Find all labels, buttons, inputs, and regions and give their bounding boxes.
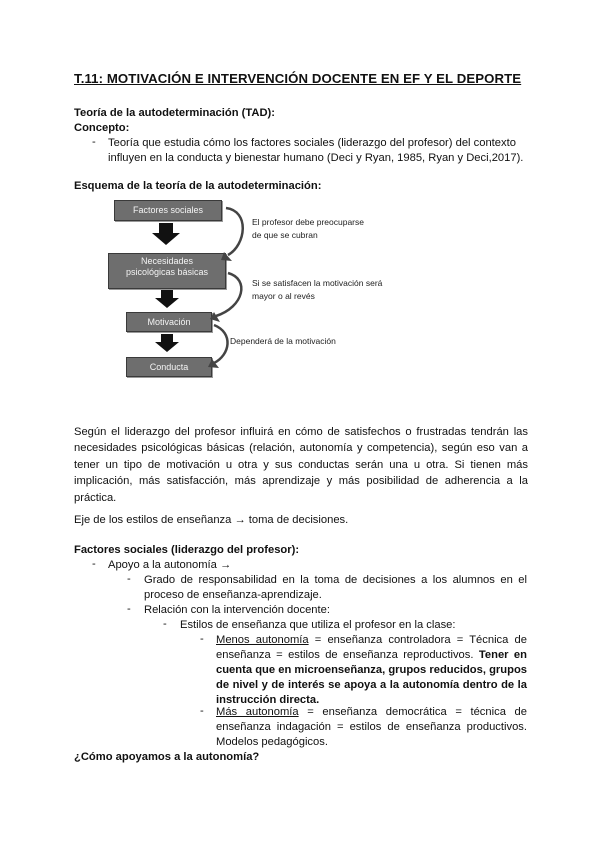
diagram-box-necesidades-line2: psicológicas básicas [125,267,209,277]
diagram-note-2 [252,277,382,303]
diagram-note-1-line2: de que se cubran [252,230,318,240]
down-arrow-icon [155,334,179,352]
grado-line-2: proceso de enseñanza-aprendizaje. [144,589,322,601]
curved-arrow-icon [214,325,228,363]
bullet-dash: - [92,558,96,570]
mas-line-2: enseñanza indagación = estilos de enseñanza productivos. [216,721,527,733]
menos-line-2 [216,648,527,663]
bullet-dash: - [92,136,96,148]
diagram-note-2-line1: Si se satisfacen la motivación será [252,278,383,288]
concepto-line-1: Teoría que estudia cómo los factores sociales (liderazgo del profesor) del contexto [108,137,516,149]
curved-arrow-icon [216,273,241,316]
down-arrow-icon [152,223,180,245]
diagram-box-motivacion: Motivación [126,312,212,332]
menos-rest-2: enseñanza = estilos de enseñanza reproductivos. [216,649,479,661]
bullet-dash: - [127,603,131,615]
menos-bold-1: Tener en [478,649,527,661]
mas-line-1 [216,705,527,720]
menos-bold-3: de nivel y de interés se apoya a la autonomía dentro de la [216,679,527,691]
diagram-note-1-line1: El profesor debe preocuparse [252,217,364,227]
mas-autonomia-label: Más autonomía [216,706,299,718]
concepto-heading: Concepto: [74,122,130,134]
bullet-dash: - [163,618,167,630]
diagram-box-necesidades-line1: Necesidades [140,256,194,266]
menos-rest-1: = enseñanza controladora = Técnica de [308,634,527,646]
main-paragraph: Según el liderazgo del profesor influirá en cómo de satisfechos o frustradas tendrán las necesidades psicológicas básicas (relación, autonomía y competencia), según eso van a tener un tipo de motivación u otra y sus conductas serán una u otra. Si tienen más implicación, más satisfacción, más aprendizaje y más posibilidad de adherencia a la práctica. [74,426,528,504]
diagram-note-1 [252,216,364,242]
bullet-dash: - [200,705,204,717]
tad-diagram [100,195,400,385]
bullet-dash: - [127,573,131,585]
tad-heading: Teoría de la autodeterminación (TAD): [74,107,275,119]
factores-heading: Factores sociales (liderazgo del profesor): [74,544,300,556]
menos-autonomia-label: Menos autonomía [216,634,309,646]
diagram-box-conducta: Conducta [126,357,212,377]
curved-arrow-icon [226,208,243,255]
diagram-note-3: Dependerá de la motivación [230,336,336,346]
eje-line: Eje de los estilos de enseñanza → toma de decisiones. [74,514,349,526]
mas-rest-1: = enseñanza democrática = técnica de [298,706,527,718]
menos-line-1 [216,633,527,648]
concepto-line-2: influyen en la conducta y bienestar humano (Deci y Ryan, 1985, Ryan y Deci,2017). [108,152,524,164]
esquema-heading: Esquema de la teoría de la autodeterminación: [74,180,322,192]
apoyo-line: Apoyo a la autonomía → [108,559,232,571]
menos-bold-4: instrucción directa. [216,694,320,706]
diagram-box-factores: Factores sociales [114,200,222,221]
relacion-line: Relación con la intervención docente: [144,604,330,616]
down-arrow-icon [155,290,179,308]
menos-bold-2: cuenta que en microenseñanza, grupos reducidos, grupos [216,664,527,676]
bullet-dash: - [200,633,204,645]
diagram-note-2-line2: mayor o al revés [252,291,315,301]
mas-line-3: Modelos pedagógicos. [216,736,328,748]
page-title: T.11: MOTIVACIÓN E INTERVENCIÓN DOCENTE EN EF Y EL DEPORTE [74,71,522,86]
estilos-line: Estilos de enseñanza que utiliza el profesor en la clase: [180,619,456,631]
grado-line-1: Grado de responsabilidad en la toma de decisiones a los alumnos en el [144,574,527,586]
pregunta-heading: ¿Cómo apoyamos a la autonomía? [74,751,260,763]
curved-arrow-head-icon [210,312,220,322]
